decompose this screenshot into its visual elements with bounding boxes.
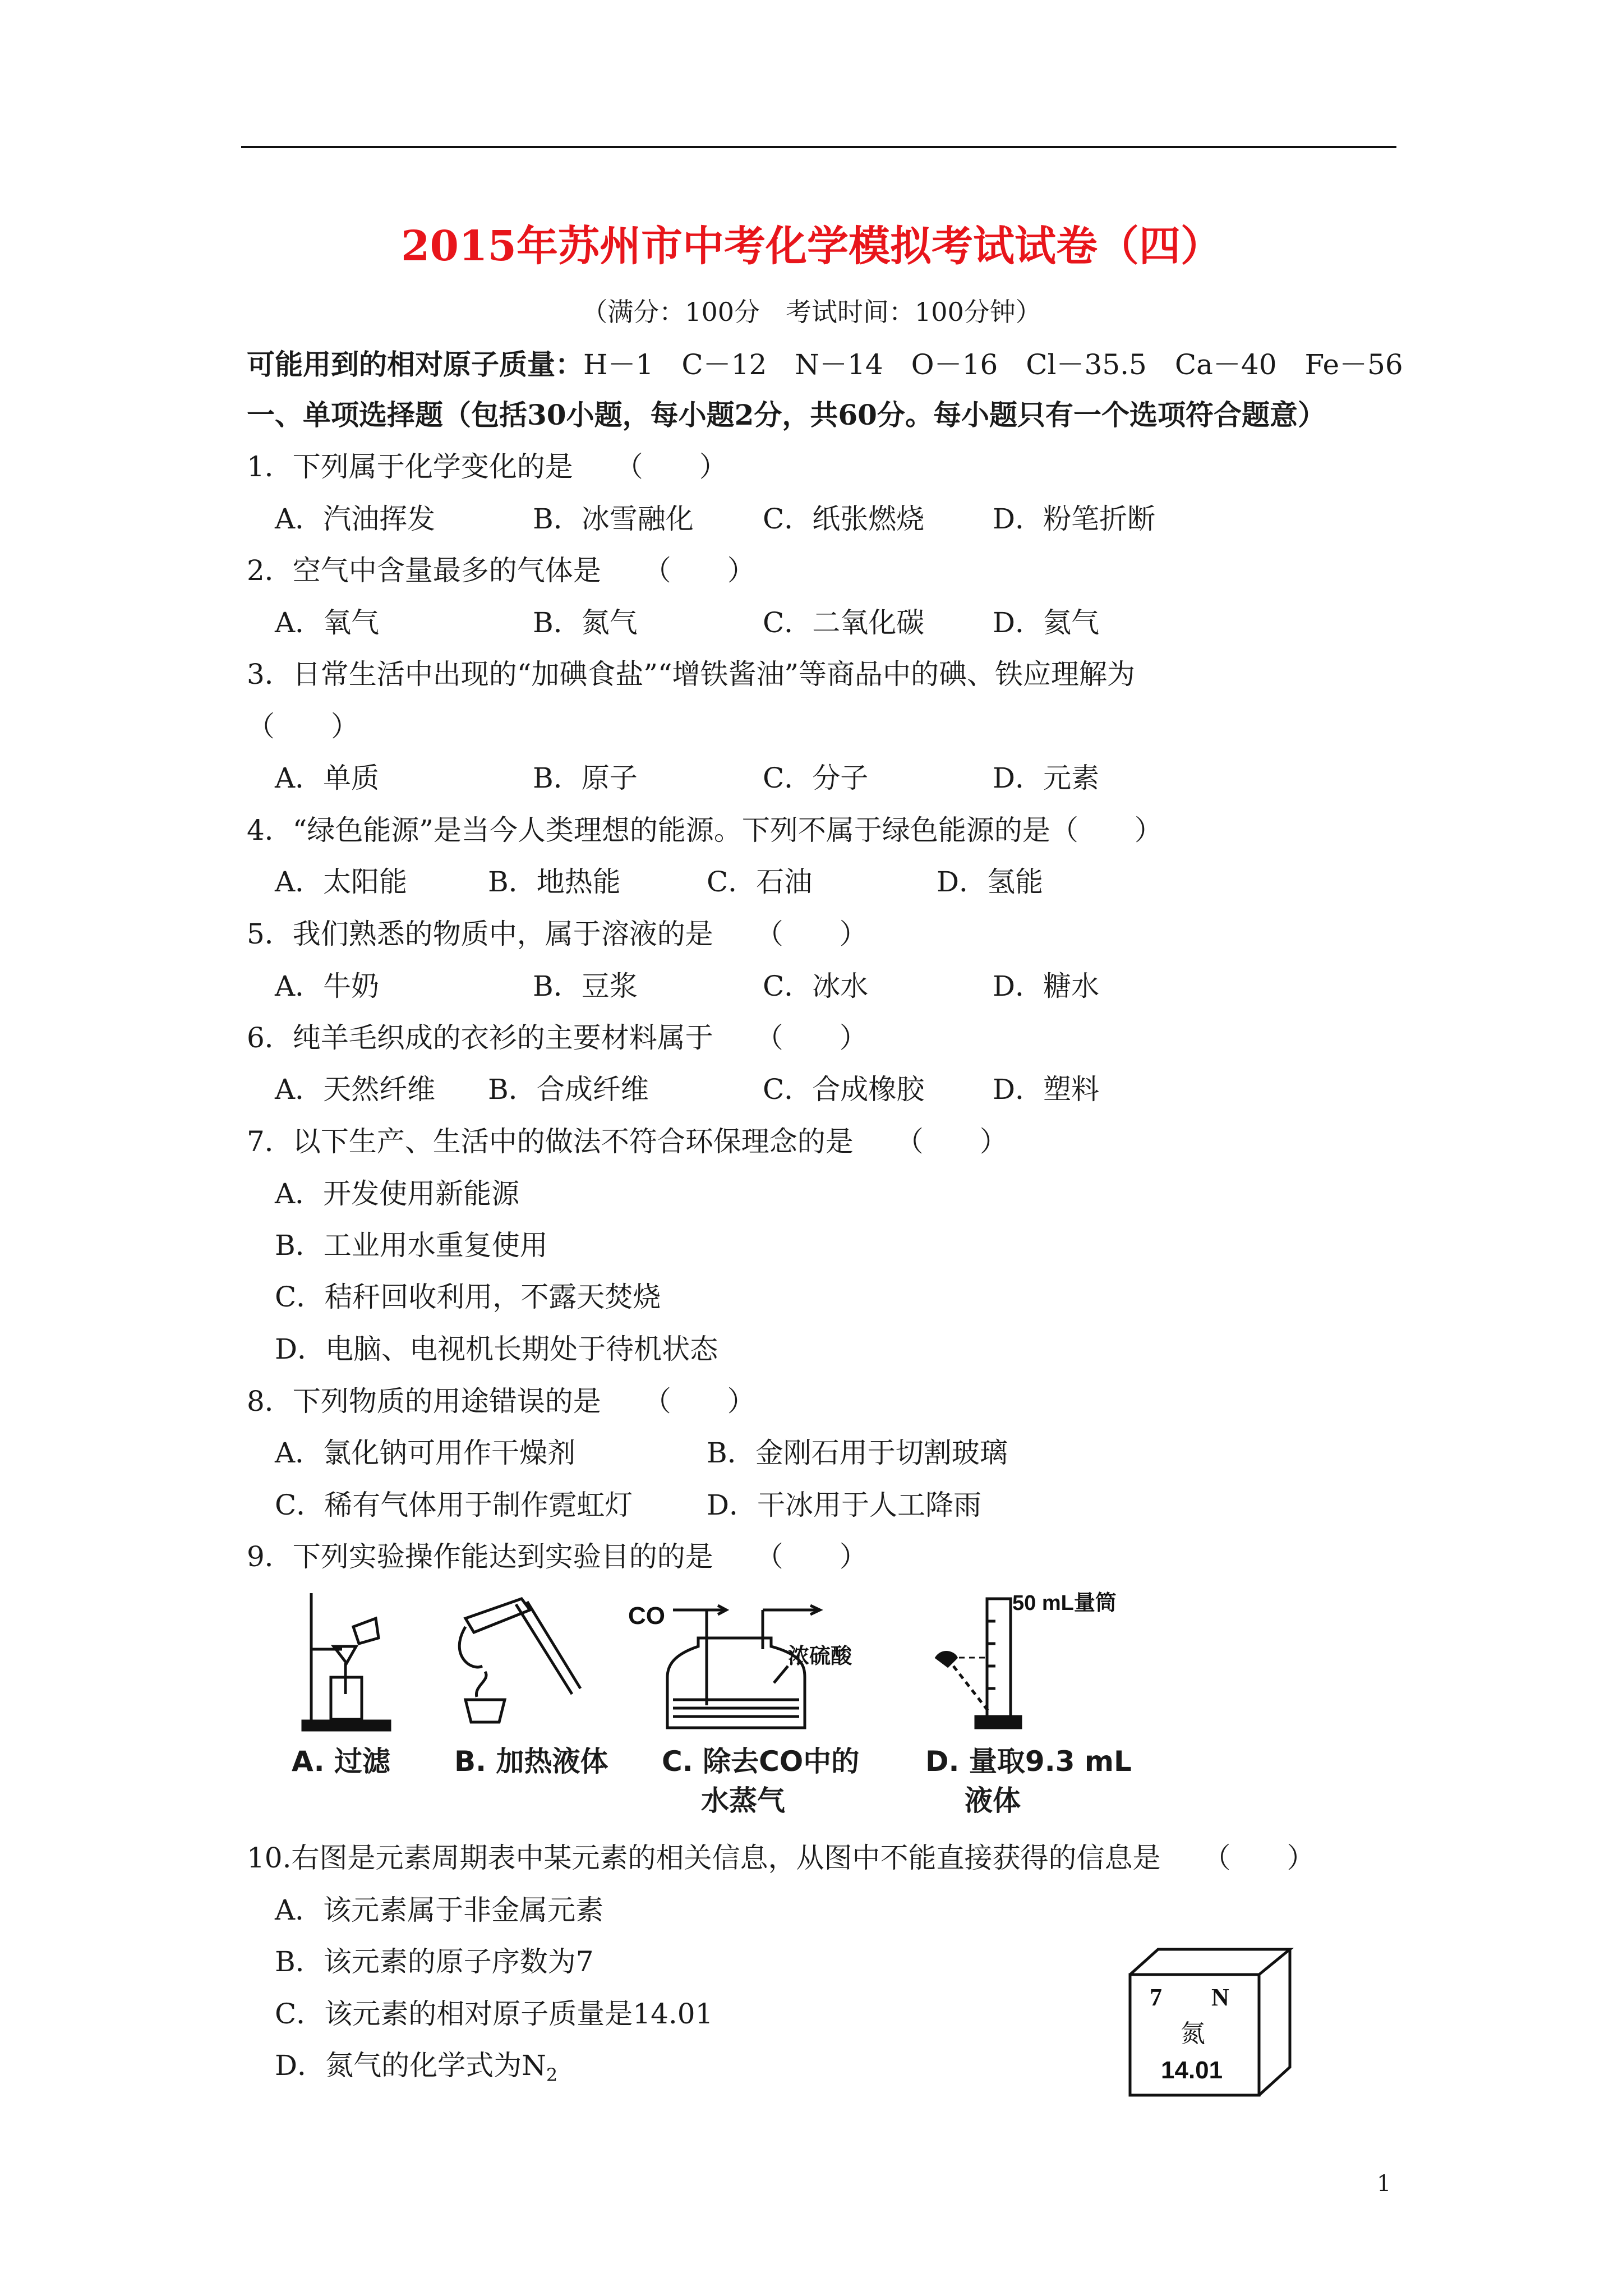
cylinder-label: 50 mL量筒 [1012,1591,1117,1615]
figure-caption-c: C. 除去CO中的 [662,1745,860,1778]
option: B．原子 [533,762,638,794]
page-title: 2015年苏州市中考化学模拟考试试卷（四） [401,222,1222,270]
option [275,2043,557,2086]
option: C．二氧化碳 [763,606,925,639]
gas-washing-apparatus [628,1602,852,1728]
element-mass: 14.01 [1161,2056,1223,2084]
atomic-masses-label: 可能用到的相对原子质量： [247,348,583,381]
element-card [1127,1947,1295,2098]
question-stem: 6．纯羊毛织成的衣衫的主要材料属于 （ ） [247,1022,868,1054]
element-symbol: N [1211,1984,1229,2011]
question-stem: 3．日常生活中出现的“加碘食盐”“增铁酱油”等商品中的碘、铁应理解为 [247,658,1136,691]
option: B．冰雪融化 [533,503,694,535]
option: D．塑料 [993,1073,1100,1106]
heating-liquid-apparatus [459,1599,580,1722]
option: A．太阳能 [275,866,408,898]
option: A．开发使用新能源 [275,1177,520,1210]
question-stem: 9．下列实验操作能达到实验目的的是 （ ） [247,1540,868,1573]
option: C．稀有气体用于制作霓虹灯 [275,1489,633,1521]
cylinder-apparatus [937,1591,1117,1728]
option: B．合成纤维 [488,1073,649,1106]
option: A．氧气 [275,606,380,639]
question-stem-cont: （ ） [247,710,359,743]
acid-label: 浓硫酸 [788,1645,852,1668]
question-stem: 7．以下生产、生活中的做法不符合环保理念的是 （ ） [247,1125,1008,1158]
question-stem: 5．我们熟悉的物质中，属于溶液的是 （ ） [247,918,868,950]
option: B．地热能 [488,866,621,898]
section-heading: 一、单项选择题（包括30小题，每小题2分，共60分。每小题只有一个选项符合题意） [247,398,1326,431]
option: D．元素 [993,762,1100,794]
option: C．分子 [763,762,869,794]
page-subtitle: （满分：100分 考试时间：100分钟） [582,297,1041,327]
page-number: 1 [1377,2171,1391,2197]
option: D．氢能 [937,866,1044,898]
option: D．糖水 [993,970,1100,1002]
option: B．金刚石用于切割玻璃 [707,1437,1008,1469]
figure-caption-d-cont: 液体 [965,1784,1021,1817]
option: D．电脑、电视机长期处于待机状态 [275,1333,718,1365]
figure-caption-b: B. 加热液体 [454,1745,608,1778]
experiment-figures [280,1588,1178,1756]
option: A．汽油挥发 [275,503,436,535]
filtration-apparatus [303,1593,390,1730]
question-stem: 1．下列属于化学变化的是 （ ） [247,450,727,483]
option: A．单质 [275,762,380,794]
question-stem: 2．空气中含量最多的气体是 （ ） [247,554,755,587]
option: A．该元素属于非金属元素 [275,1894,604,1926]
option: D．粉笔折断 [993,503,1156,535]
option-text: D．氮气的化学式为N [275,2049,546,2082]
option: C．秸秆回收利用，不露天焚烧 [275,1281,661,1313]
figure-caption-a: A. 过滤 [292,1745,391,1778]
option: C．石油 [707,866,813,898]
option: B．氮气 [533,606,638,639]
option: C．纸张燃烧 [763,503,925,535]
option: B．该元素的原子序数为7 [275,1945,594,1978]
figure-caption-d: D. 量取9.3 mL [925,1745,1132,1778]
option: D．氦气 [993,606,1100,639]
figure-caption-c-cont: 水蒸气 [701,1784,785,1817]
co-label: CO [628,1602,665,1630]
atomic-masses-values: H－1 C－12 N－14 O－16 Cl－35.5 Ca－40 Fe－56 [583,348,1403,381]
question-stem: 4．“绿色能源”是当今人类理想的能源。下列不属于绿色能源的是（ ） [247,814,1163,846]
atomic-masses [247,342,1403,383]
question-stem: 10.右图是元素周期表中某元素的相关信息，从图中不能直接获得的信息是 （ ） [247,1842,1315,1874]
option: C．该元素的相对原子质量是14.01 [275,1998,713,2030]
option: A．氯化钠可用作干燥剂 [275,1437,576,1469]
option-subscript: 2 [546,2064,558,2086]
question-stem: 8．下列物质的用途错误的是 （ ） [247,1385,755,1418]
option: D．干冰用于人工降雨 [707,1489,982,1521]
option: C．冰水 [763,970,869,1002]
element-number: 7 [1150,1984,1162,2011]
option: A．牛奶 [275,970,380,1002]
option: B．豆浆 [533,970,638,1002]
option: A．天然纤维 [275,1073,436,1106]
header-rule [241,146,1396,148]
option: B．工业用水重复使用 [275,1229,548,1262]
element-name: 氮 [1181,2019,1205,2048]
option: C．合成橡胶 [763,1073,925,1106]
